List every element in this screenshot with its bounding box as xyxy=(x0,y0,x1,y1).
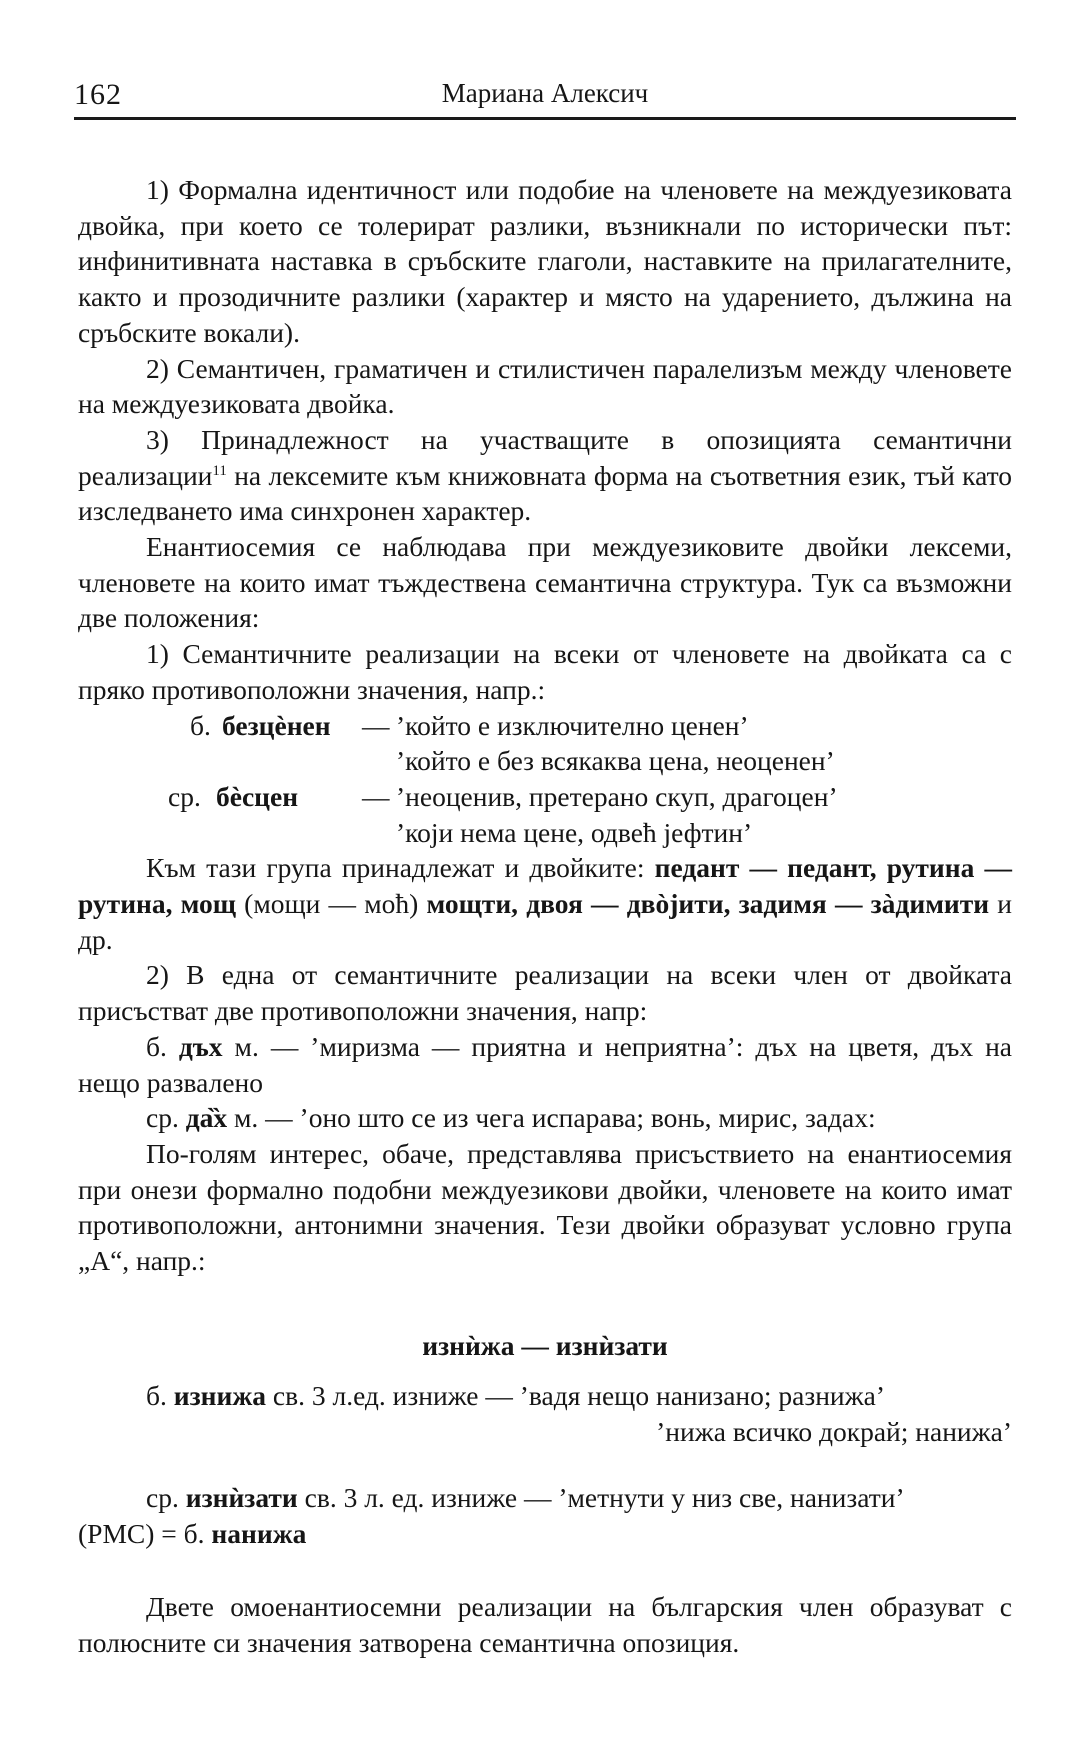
bg-def-2: ’който е без всякаква цена, неоценен’ xyxy=(396,745,835,777)
running-head: Мариана Алексич xyxy=(441,78,649,108)
ex2-sr-def: м. — ’оно што се из чега испарава; вонь, мирис, задах: xyxy=(227,1102,876,1134)
pairs-end: и др. xyxy=(78,888,1013,955)
page-number: 162 xyxy=(74,78,122,111)
ex2-bg-def: м. — ’миризма — приятна и неприятна’: дъх на цветя, дъх на нещо развалено xyxy=(78,1030,1012,1098)
page-header xyxy=(74,78,1016,118)
example-1-bg-line-1 xyxy=(78,708,1012,744)
bg-label: б. xyxy=(190,709,211,741)
sr-word: бѐсцен xyxy=(216,780,299,812)
position-2: 2) В една от семантичните реализации на всеки член от двойката присъстват две противоположни значения, напр: xyxy=(78,959,1012,1027)
example-bg-word: изнижа xyxy=(173,1380,267,1412)
ex2-sr-word: да̏х xyxy=(185,1102,228,1134)
interest-paragraph: По-голям интерес, обаче, представлява присъствието на енантиосемия при онези формално подобни междуезикови двойки, членовете на които имат противоположни, антонимни значения. Тези двойки образуват условно група „А“, напр.: xyxy=(78,1137,1012,1277)
condition-3-rest: на лексемите към книжовната форма на съответния език, тъй като изследването има синхронен характер. xyxy=(78,459,1012,527)
condition-3 xyxy=(78,422,1012,529)
example-sr-def: св. 3 л. ед. изниже — ’метнути у низ све, нанизати’ xyxy=(297,1481,905,1513)
example-bg-def-2: ’нижа всичко докрай; нанижа’ xyxy=(656,1416,1012,1448)
example-sr-equivalent: нанижа xyxy=(211,1517,307,1549)
sr-dash: — xyxy=(362,780,390,812)
page-body xyxy=(78,172,1012,1661)
example-2-sr xyxy=(78,1100,1012,1136)
bg-def-1: ’който е изключително ценен’ xyxy=(396,709,749,741)
footnote-ref: 11 xyxy=(212,462,227,479)
pairs-a: педант — педант, рутина — рутина, мощ xyxy=(78,852,1012,919)
ex2-sr-label: ср. xyxy=(146,1102,186,1134)
pairs-mid: (мощи — моћ) xyxy=(236,888,427,919)
group-pairs-intro: Към тази група принадлежат и двойките: xyxy=(146,852,655,884)
sr-def-2: ’који нема цене, одвећ јефтин’ xyxy=(396,816,753,848)
group-pairs xyxy=(78,850,1012,957)
sr-def-1: ’неоценив, претерано скуп, драгоцен’ xyxy=(396,780,838,812)
example-1-bg-line-2 xyxy=(78,743,1012,779)
example-2-bg xyxy=(78,1029,1012,1100)
bg-word: безцѐнен xyxy=(222,709,331,741)
example-sr-label: ср. xyxy=(146,1481,186,1513)
ex2-bg-label: б. xyxy=(146,1030,179,1062)
example-1-sr-line-2 xyxy=(78,815,1012,851)
pairs-b: мощти, двоя — двòјити, задимя — зàдимити xyxy=(426,888,990,919)
condition-2: 2) Семантичен, граматичен и стилистичен паралелизъм между членовете на междуезиковата двойка. xyxy=(78,352,1012,420)
condition-1: 1) Формална идентичност или подобие на членовете на междуезиковата двойка, при което се толерират разлики, възникнали по исторически път: инфинитивната наставка в сръбските глаголи, наставките на прилагателните, както и прозодичните разлики (характер и място на ударението, дължина на сръбските вокали). xyxy=(78,174,1012,348)
position-1: 1) Семантичните реализации на всеки от членовете на двойката са с пряко противоположни значения, напр.: xyxy=(78,638,1012,705)
example-sr-source-text: (РМС) = б. xyxy=(78,1517,212,1549)
ex2-bg-word: дъх xyxy=(178,1030,223,1062)
condition-3-text: 3) Принадлежност на участващите в опозицията семантични реализации xyxy=(78,423,1012,491)
sr-label: ср. xyxy=(168,780,201,812)
example-1-sr-line-1 xyxy=(78,779,1012,815)
closing-paragraph: Двете омоенантиосемни реализации на българския член образуват с полюсните си значения затворена семантична опозиция. xyxy=(78,1591,1012,1658)
example-bg-def: св. 3 л.ед. изниже — ’вадя нещо нанизано; разнижа’ xyxy=(266,1380,886,1412)
example-heading: изнѝжа — изнѝзати xyxy=(422,1329,668,1361)
example-sr-source xyxy=(78,1516,1012,1552)
example-sr-word: изнѝзати xyxy=(185,1481,298,1513)
header-rule xyxy=(74,117,1016,120)
enantio-intro: Енантиосемия се наблюдава при междуезиковите двойки лексеми, членовете на които имат тъждествена семантична структура. Тук са възможни две положения: xyxy=(78,531,1012,634)
bg-dash: — xyxy=(362,709,390,741)
example-bg-entry xyxy=(78,1378,1012,1414)
example-sr-entry xyxy=(78,1480,1012,1516)
example-bg-label: б. xyxy=(146,1380,174,1412)
